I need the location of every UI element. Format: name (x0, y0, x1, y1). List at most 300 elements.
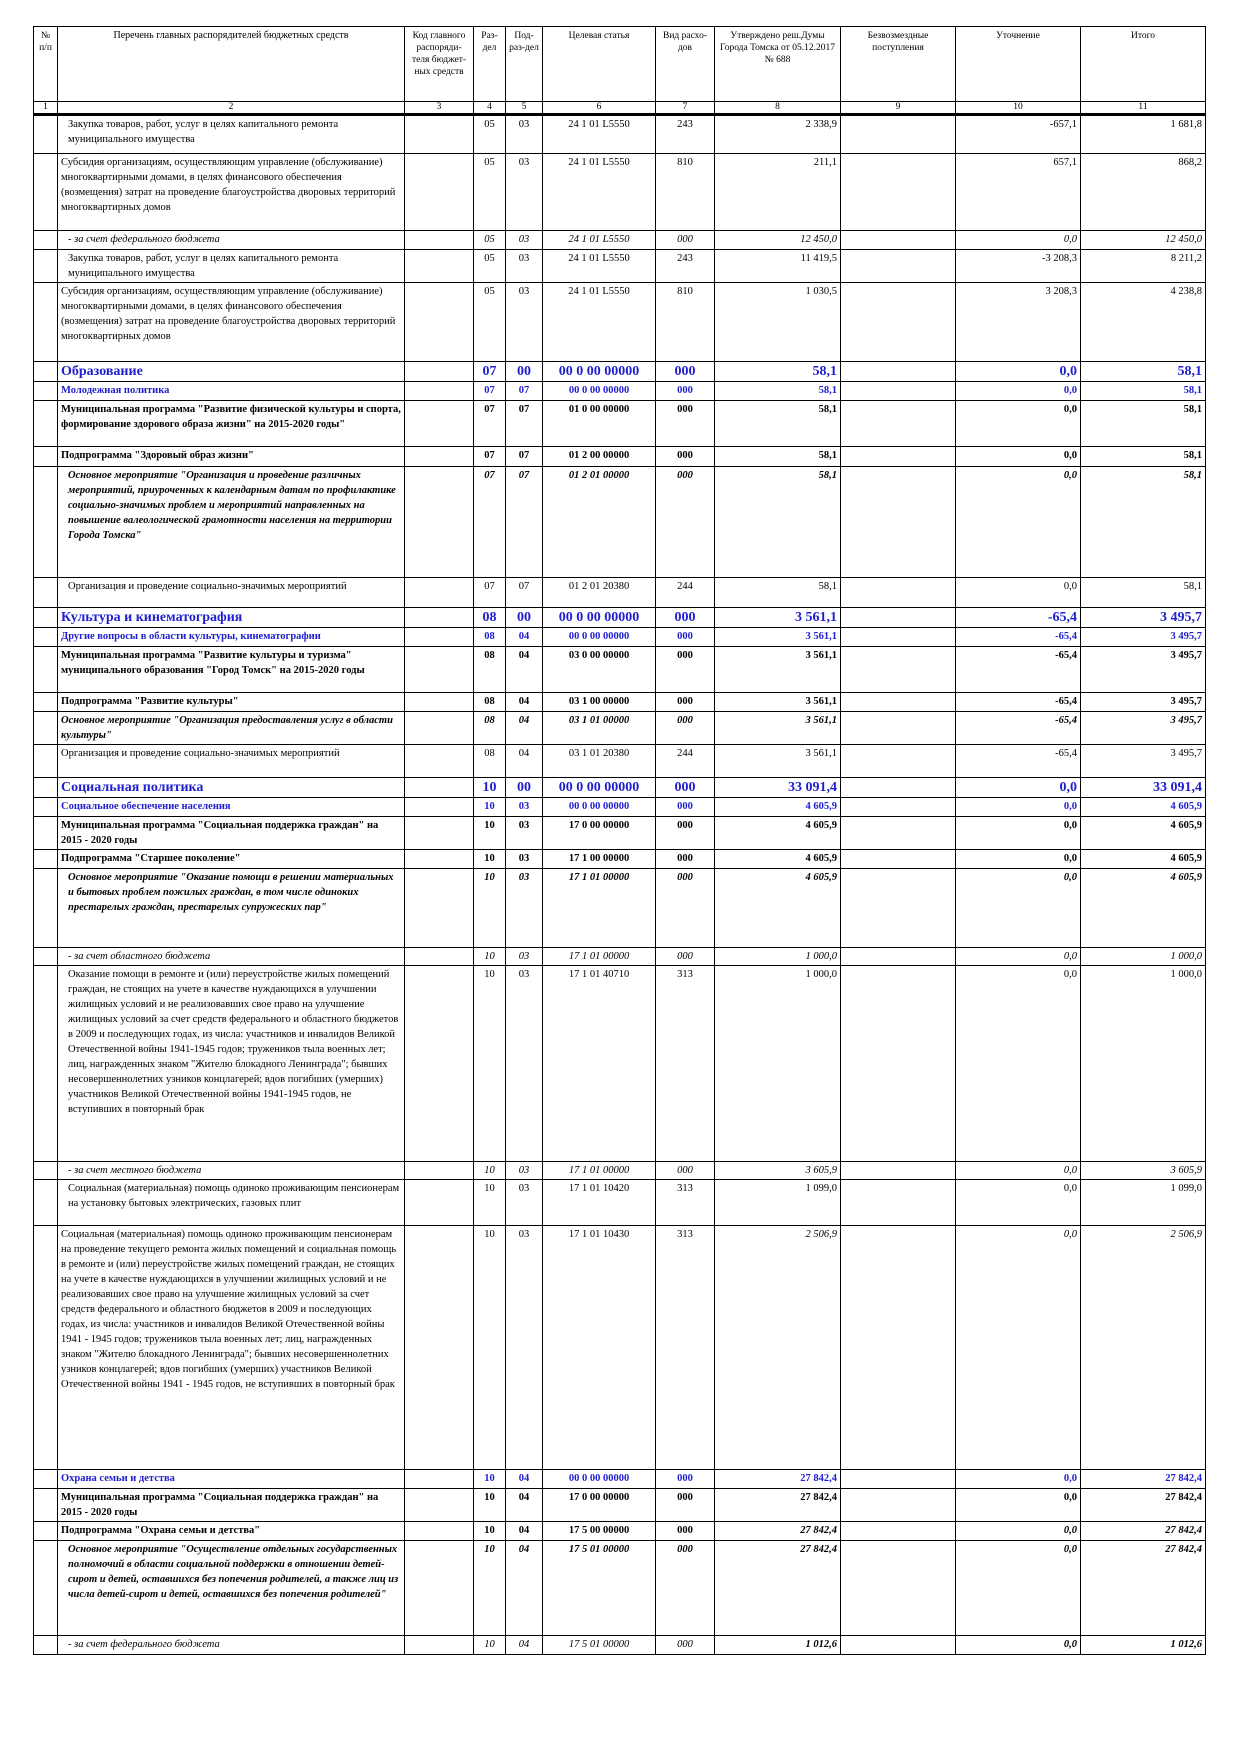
row-num-cell (34, 1226, 58, 1470)
row-total-cell: 12 450,0 (1081, 231, 1206, 250)
row-clarification-cell: 0,0 (956, 1636, 1081, 1655)
row-razdel-cell: 10 (474, 778, 506, 798)
row-clarification-cell: -65,4 (956, 647, 1081, 693)
row-gratuitous-cell (841, 1541, 956, 1636)
row-clarification-cell: 0,0 (956, 1470, 1081, 1489)
row-article-cell: 17 1 01 00000 (543, 948, 656, 966)
row-name-cell: Молодежная политика (58, 382, 405, 401)
row-razdel-cell: 08 (474, 693, 506, 712)
table-row (34, 382, 1206, 401)
row-vid-cell: 243 (656, 250, 715, 283)
row-vid-cell: 000 (656, 817, 715, 850)
row-podrazdel-cell: 04 (506, 647, 543, 693)
row-article-cell: 17 5 00 00000 (543, 1522, 656, 1541)
row-podrazdel-cell: 03 (506, 948, 543, 966)
row-podrazdel-cell: 03 (506, 283, 543, 362)
row-approved-cell: 1 030,5 (715, 283, 841, 362)
row-name-cell: - за счет областного бюджета (58, 948, 405, 966)
table-row (34, 578, 1206, 608)
row-vid-cell: 244 (656, 745, 715, 778)
table-row (34, 401, 1206, 447)
row-clarification-cell: -65,4 (956, 745, 1081, 778)
row-num-cell (34, 712, 58, 745)
row-total-cell: 27 842,4 (1081, 1489, 1206, 1522)
row-total-cell: 3 495,7 (1081, 608, 1206, 628)
budget-table (33, 26, 1206, 1655)
row-article-cell: 24 1 01 L5550 (543, 250, 656, 283)
row-name-cell: Социальная (материальная) помощь одиноко проживающим пенсионерам на установку бытовых электрических, газовых плит (58, 1180, 405, 1226)
table-row (34, 1541, 1206, 1636)
row-vid-cell: 000 (656, 798, 715, 817)
row-code-cell (405, 712, 474, 745)
row-podrazdel-cell: 03 (506, 966, 543, 1162)
row-gratuitous-cell (841, 578, 956, 608)
column-number: 7 (656, 102, 715, 115)
row-razdel-cell: 07 (474, 467, 506, 578)
row-code-cell (405, 817, 474, 850)
table-row (34, 966, 1206, 1162)
row-article-cell: 00 0 00 00000 (543, 628, 656, 647)
row-approved-cell: 3 561,1 (715, 693, 841, 712)
row-article-cell: 03 1 00 00000 (543, 693, 656, 712)
row-razdel-cell: 10 (474, 966, 506, 1162)
row-num-cell (34, 362, 58, 382)
table-row (34, 1522, 1206, 1541)
row-clarification-cell: 3 208,3 (956, 283, 1081, 362)
row-num-cell (34, 1636, 58, 1655)
row-article-cell: 03 1 01 00000 (543, 712, 656, 745)
row-total-cell: 58,1 (1081, 382, 1206, 401)
row-name-cell: Организация и проведение социально-значимых мероприятий (58, 578, 405, 608)
row-vid-cell: 000 (656, 1541, 715, 1636)
row-total-cell: 3 495,7 (1081, 647, 1206, 693)
row-total-cell: 58,1 (1081, 401, 1206, 447)
table-row (34, 154, 1206, 231)
row-total-cell: 1 099,0 (1081, 1180, 1206, 1226)
row-article-cell: 00 0 00 00000 (543, 608, 656, 628)
table-row (34, 798, 1206, 817)
column-number: 9 (841, 102, 956, 115)
row-clarification-cell: 0,0 (956, 1522, 1081, 1541)
row-gratuitous-cell (841, 1226, 956, 1470)
row-approved-cell: 33 091,4 (715, 778, 841, 798)
table-row (34, 850, 1206, 869)
row-approved-cell: 211,1 (715, 154, 841, 231)
row-podrazdel-cell: 03 (506, 850, 543, 869)
row-total-cell: 58,1 (1081, 467, 1206, 578)
row-gratuitous-cell (841, 362, 956, 382)
row-code-cell (405, 948, 474, 966)
row-name-cell: Подпрограмма "Развитие культуры" (58, 693, 405, 712)
row-clarification-cell: 0,0 (956, 382, 1081, 401)
row-clarification-cell: 0,0 (956, 1489, 1081, 1522)
row-total-cell: 27 842,4 (1081, 1470, 1206, 1489)
row-clarification-cell: -3 208,3 (956, 250, 1081, 283)
row-vid-cell: 000 (656, 1162, 715, 1180)
row-total-cell: 4 605,9 (1081, 869, 1206, 948)
row-approved-cell: 3 561,1 (715, 628, 841, 647)
row-approved-cell: 3 561,1 (715, 745, 841, 778)
row-num-cell (34, 401, 58, 447)
row-article-cell: 17 1 01 10420 (543, 1180, 656, 1226)
table-row (34, 447, 1206, 467)
row-razdel-cell: 07 (474, 578, 506, 608)
row-total-cell: 27 842,4 (1081, 1522, 1206, 1541)
row-clarification-cell: -65,4 (956, 628, 1081, 647)
row-code-cell (405, 283, 474, 362)
row-code-cell (405, 362, 474, 382)
row-num-cell (34, 115, 58, 154)
header-razdel: Раз-дел (474, 27, 506, 102)
row-num-cell (34, 283, 58, 362)
row-name-cell: Муниципальная программа "Социальная поддержка граждан" на 2015 - 2020 годы (58, 1489, 405, 1522)
row-razdel-cell: 08 (474, 628, 506, 647)
row-podrazdel-cell: 03 (506, 869, 543, 948)
row-total-cell: 3 495,7 (1081, 693, 1206, 712)
row-total-cell: 8 211,2 (1081, 250, 1206, 283)
column-number: 10 (956, 102, 1081, 115)
row-name-cell: Основное мероприятие "Оказание помощи в решении материальных и бытовых проблем пожилых граждан, в том числе одиноких престарелых граждан, престарелых супружеских пар" (58, 869, 405, 948)
row-num-cell (34, 467, 58, 578)
row-podrazdel-cell: 04 (506, 712, 543, 745)
row-podrazdel-cell: 00 (506, 362, 543, 382)
row-razdel-cell: 05 (474, 231, 506, 250)
row-vid-cell: 000 (656, 401, 715, 447)
column-number: 2 (58, 102, 405, 115)
row-code-cell (405, 798, 474, 817)
row-total-cell: 1 000,0 (1081, 966, 1206, 1162)
row-name-cell: Социальная (материальная) помощь одиноко проживающим пенсионерам на проведение текущего ремонта жилых помещений и социальная помощь в ремонте и (или) переустройстве жилых помещений граждан, не стоящих на учете в качестве нуждающихся в улучшении жилищных условий и не реализовавших свое право на улучшение жилищных условий за счет средств федерального и областного бюджетов в 2009 и последующих годах, из числа: участников и инвалидов Великой Отечественной войны 1941 - 1945 годов; тружеников тыла военных лет; лиц, награжденных знаком "Жителю блокадного Ленинграда"; бывших несовершеннолетних узников концлагерей; вдов погибших (умерших) участников Великой Отечественной войны 1941 - 1945 годов, не вступивших в повторный брак (58, 1226, 405, 1470)
row-podrazdel-cell: 00 (506, 608, 543, 628)
column-number: 3 (405, 102, 474, 115)
row-razdel-cell: 07 (474, 401, 506, 447)
row-podrazdel-cell: 07 (506, 382, 543, 401)
row-gratuitous-cell (841, 608, 956, 628)
row-razdel-cell: 08 (474, 608, 506, 628)
row-podrazdel-cell: 07 (506, 447, 543, 467)
row-code-cell (405, 447, 474, 467)
row-num-cell (34, 948, 58, 966)
row-name-cell: - за счет федерального бюджета (58, 1636, 405, 1655)
row-num-cell (34, 1162, 58, 1180)
row-article-cell: 17 0 00 00000 (543, 1489, 656, 1522)
row-clarification-cell: 0,0 (956, 1180, 1081, 1226)
row-code-cell (405, 250, 474, 283)
row-approved-cell: 4 605,9 (715, 798, 841, 817)
row-article-cell: 01 0 00 00000 (543, 401, 656, 447)
row-gratuitous-cell (841, 745, 956, 778)
row-gratuitous-cell (841, 628, 956, 647)
row-code-cell (405, 647, 474, 693)
row-razdel-cell: 10 (474, 948, 506, 966)
row-clarification-cell: 0,0 (956, 1226, 1081, 1470)
row-vid-cell: 000 (656, 1636, 715, 1655)
table-row (34, 1489, 1206, 1522)
row-article-cell: 00 0 00 00000 (543, 1470, 656, 1489)
row-podrazdel-cell: 04 (506, 693, 543, 712)
row-approved-cell: 1 000,0 (715, 948, 841, 966)
row-article-cell: 17 1 01 00000 (543, 1162, 656, 1180)
row-approved-cell: 27 842,4 (715, 1489, 841, 1522)
row-vid-cell: 810 (656, 283, 715, 362)
row-podrazdel-cell: 04 (506, 1636, 543, 1655)
row-razdel-cell: 05 (474, 115, 506, 154)
table-row (34, 817, 1206, 850)
row-razdel-cell: 10 (474, 1226, 506, 1470)
row-code-cell (405, 1541, 474, 1636)
table-row (34, 693, 1206, 712)
row-code-cell (405, 467, 474, 578)
row-num-cell (34, 798, 58, 817)
row-num-cell (34, 850, 58, 869)
row-num-cell (34, 693, 58, 712)
row-podrazdel-cell: 03 (506, 231, 543, 250)
row-podrazdel-cell: 03 (506, 1226, 543, 1470)
row-total-cell: 4 238,8 (1081, 283, 1206, 362)
row-gratuitous-cell (841, 817, 956, 850)
row-num-cell (34, 1470, 58, 1489)
row-article-cell: 24 1 01 L5550 (543, 154, 656, 231)
row-article-cell: 24 1 01 L5550 (543, 231, 656, 250)
row-article-cell: 00 0 00 00000 (543, 798, 656, 817)
row-vid-cell: 000 (656, 382, 715, 401)
row-total-cell: 3 495,7 (1081, 712, 1206, 745)
row-podrazdel-cell: 07 (506, 401, 543, 447)
row-podrazdel-cell: 07 (506, 467, 543, 578)
row-razdel-cell: 10 (474, 817, 506, 850)
table-row (34, 1226, 1206, 1470)
row-num-cell (34, 382, 58, 401)
row-code-cell (405, 1470, 474, 1489)
row-total-cell: 4 605,9 (1081, 817, 1206, 850)
row-article-cell: 03 0 00 00000 (543, 647, 656, 693)
row-total-cell: 3 495,7 (1081, 628, 1206, 647)
row-gratuitous-cell (841, 250, 956, 283)
row-total-cell: 27 842,4 (1081, 1541, 1206, 1636)
row-num-cell (34, 817, 58, 850)
row-approved-cell: 4 605,9 (715, 869, 841, 948)
row-name-cell: Подпрограмма "Здоровый образ жизни" (58, 447, 405, 467)
row-gratuitous-cell (841, 382, 956, 401)
row-approved-cell: 58,1 (715, 447, 841, 467)
table-row (34, 1636, 1206, 1655)
row-vid-cell: 313 (656, 1226, 715, 1470)
row-razdel-cell: 10 (474, 1470, 506, 1489)
row-razdel-cell: 10 (474, 1180, 506, 1226)
row-name-cell: Социальное обеспечение населения (58, 798, 405, 817)
row-podrazdel-cell: 03 (506, 250, 543, 283)
row-code-cell (405, 1180, 474, 1226)
row-vid-cell: 000 (656, 778, 715, 798)
row-podrazdel-cell: 04 (506, 628, 543, 647)
table-row (34, 608, 1206, 628)
row-article-cell: 17 1 01 00000 (543, 869, 656, 948)
row-vid-cell: 000 (656, 712, 715, 745)
row-code-cell (405, 850, 474, 869)
column-number: 8 (715, 102, 841, 115)
row-article-cell: 17 1 01 10430 (543, 1226, 656, 1470)
column-number: 11 (1081, 102, 1206, 115)
row-gratuitous-cell (841, 966, 956, 1162)
row-article-cell: 17 5 01 00000 (543, 1541, 656, 1636)
row-vid-cell: 000 (656, 1470, 715, 1489)
table-body (34, 115, 1206, 1655)
row-vid-cell: 000 (656, 447, 715, 467)
row-gratuitous-cell (841, 1180, 956, 1226)
row-code-cell (405, 608, 474, 628)
row-vid-cell: 243 (656, 115, 715, 154)
row-code-cell (405, 628, 474, 647)
row-clarification-cell: 0,0 (956, 966, 1081, 1162)
row-clarification-cell: 0,0 (956, 869, 1081, 948)
row-approved-cell: 3 561,1 (715, 647, 841, 693)
row-total-cell: 3 605,9 (1081, 1162, 1206, 1180)
row-total-cell: 58,1 (1081, 362, 1206, 382)
row-num-cell (34, 250, 58, 283)
row-article-cell: 17 1 00 00000 (543, 850, 656, 869)
row-name-cell: Охрана семьи и детства (58, 1470, 405, 1489)
row-code-cell (405, 401, 474, 447)
row-clarification-cell: 0,0 (956, 798, 1081, 817)
table-row (34, 1162, 1206, 1180)
row-num-cell (34, 1541, 58, 1636)
row-approved-cell: 58,1 (715, 362, 841, 382)
row-podrazdel-cell: 04 (506, 1470, 543, 1489)
row-article-cell: 17 5 01 00000 (543, 1636, 656, 1655)
row-name-cell: Закупка товаров, работ, услуг в целях капитального ремонта муниципального имущества (58, 115, 405, 154)
row-approved-cell: 2 506,9 (715, 1226, 841, 1470)
row-name-cell: - за счет федерального бюджета (58, 231, 405, 250)
row-code-cell (405, 231, 474, 250)
header-num: № п/п (34, 27, 58, 102)
row-razdel-cell: 10 (474, 1162, 506, 1180)
row-total-cell: 868,2 (1081, 154, 1206, 231)
row-podrazdel-cell: 03 (506, 154, 543, 231)
row-gratuitous-cell (841, 712, 956, 745)
row-gratuitous-cell (841, 948, 956, 966)
row-clarification-cell: 0,0 (956, 948, 1081, 966)
header-vid: Вид расхо-дов (656, 27, 715, 102)
row-code-cell (405, 745, 474, 778)
row-clarification-cell: 0,0 (956, 1162, 1081, 1180)
row-gratuitous-cell (841, 1522, 956, 1541)
row-gratuitous-cell (841, 1162, 956, 1180)
table-row (34, 250, 1206, 283)
row-num-cell (34, 628, 58, 647)
row-vid-cell: 000 (656, 1489, 715, 1522)
row-approved-cell: 58,1 (715, 382, 841, 401)
row-gratuitous-cell (841, 401, 956, 447)
table-row (34, 231, 1206, 250)
row-approved-cell: 1 000,0 (715, 966, 841, 1162)
row-total-cell: 1 012,6 (1081, 1636, 1206, 1655)
row-name-cell: Другие вопросы в области культуры, кинематографии (58, 628, 405, 647)
row-podrazdel-cell: 04 (506, 1541, 543, 1636)
table-row (34, 1180, 1206, 1226)
row-podrazdel-cell: 04 (506, 1522, 543, 1541)
row-code-cell (405, 1226, 474, 1470)
row-podrazdel-cell: 03 (506, 1180, 543, 1226)
row-total-cell: 4 605,9 (1081, 850, 1206, 869)
row-code-cell (405, 966, 474, 1162)
header-total: Итого (1081, 27, 1206, 102)
row-name-cell: Муниципальная программа "Развитие культуры и туризма" муниципального образования "Город Томск" на 2015-2020 годы (58, 647, 405, 693)
header-article: Целевая статья (543, 27, 656, 102)
table-header-row (34, 27, 1206, 102)
column-number: 6 (543, 102, 656, 115)
row-clarification-cell: -657,1 (956, 115, 1081, 154)
row-code-cell (405, 778, 474, 798)
row-razdel-cell: 08 (474, 647, 506, 693)
row-razdel-cell: 08 (474, 712, 506, 745)
table-row (34, 467, 1206, 578)
row-approved-cell: 3 561,1 (715, 712, 841, 745)
row-vid-cell: 000 (656, 1522, 715, 1541)
row-num-cell (34, 608, 58, 628)
row-gratuitous-cell (841, 283, 956, 362)
table-row (34, 283, 1206, 362)
table-row (34, 1470, 1206, 1489)
row-clarification-cell: 0,0 (956, 817, 1081, 850)
table-row (34, 948, 1206, 966)
row-total-cell: 2 506,9 (1081, 1226, 1206, 1470)
row-clarification-cell: -65,4 (956, 712, 1081, 745)
row-article-cell: 01 2 01 20380 (543, 578, 656, 608)
table-row (34, 647, 1206, 693)
row-approved-cell: 27 842,4 (715, 1541, 841, 1636)
row-approved-cell: 58,1 (715, 578, 841, 608)
column-number-row (34, 102, 1206, 115)
row-approved-cell: 3 561,1 (715, 608, 841, 628)
row-razdel-cell: 10 (474, 798, 506, 817)
row-razdel-cell: 10 (474, 1541, 506, 1636)
header-approved: Утверждено реш.Думы Города Томска от 05.12.2017 № 688 (715, 27, 841, 102)
row-vid-cell: 313 (656, 1180, 715, 1226)
row-podrazdel-cell: 03 (506, 798, 543, 817)
row-article-cell: 24 1 01 L5550 (543, 115, 656, 154)
row-name-cell: Субсидия организациям, осуществляющим управление (обслуживание) многоквартирными домами, в целях финансового обеспечения (возмещения) затрат на проведение благоустройства дворовых территорий многоквартирных домов (58, 154, 405, 231)
row-vid-cell: 000 (656, 647, 715, 693)
row-total-cell: 3 495,7 (1081, 745, 1206, 778)
row-name-cell: Оказание помощи в ремонте и (или) переустройстве жилых помещений граждан, не стоящих на учете в качестве нуждающихся в улучшении жилищных условий и не реализовавших свое право на улучшение жилищных условий за счет средств федерального и областного бюджетов в 2009 и последующих годах, из числа: участников и инвалидов Великой Отечественной войны 1941-1945 годов; тружеников тыла военных лет; лиц, награжденных знаком "Жителю блокадного Ленинграда"; бывших несовершеннолетних узников концлагерей; вдов погибших (умерших) участников Великой Отечественной войны 1941-1945 годов, не вступивших в повторный брак (58, 966, 405, 1162)
row-num-cell (34, 578, 58, 608)
row-approved-cell: 3 605,9 (715, 1162, 841, 1180)
row-vid-cell: 244 (656, 578, 715, 608)
table-row (34, 115, 1206, 154)
row-article-cell: 00 0 00 00000 (543, 382, 656, 401)
row-gratuitous-cell (841, 647, 956, 693)
row-name-cell: Муниципальная программа "Развитие физической культуры и спорта, формирование здорового образа жизни" на 2015-2020 годы" (58, 401, 405, 447)
row-approved-cell: 2 338,9 (715, 115, 841, 154)
row-article-cell: 00 0 00 00000 (543, 778, 656, 798)
row-podrazdel-cell: 03 (506, 1162, 543, 1180)
row-gratuitous-cell (841, 798, 956, 817)
row-gratuitous-cell (841, 115, 956, 154)
row-total-cell: 33 091,4 (1081, 778, 1206, 798)
row-code-cell (405, 578, 474, 608)
row-article-cell: 17 0 00 00000 (543, 817, 656, 850)
row-vid-cell: 000 (656, 869, 715, 948)
row-vid-cell: 000 (656, 693, 715, 712)
row-approved-cell: 1 099,0 (715, 1180, 841, 1226)
row-gratuitous-cell (841, 467, 956, 578)
row-clarification-cell: 657,1 (956, 154, 1081, 231)
table-row (34, 712, 1206, 745)
row-gratuitous-cell (841, 778, 956, 798)
row-podrazdel-cell: 03 (506, 115, 543, 154)
row-podrazdel-cell: 04 (506, 745, 543, 778)
row-vid-cell: 000 (656, 231, 715, 250)
